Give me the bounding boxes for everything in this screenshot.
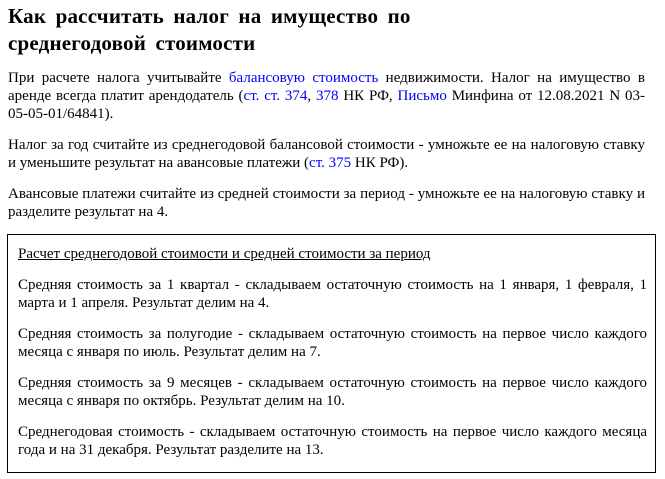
- text-run: Налог за год считайте из среднегодовой балансовой стоимости - умножьте ее на налоговую ставку и уменьшите результат на авансовые платежи (: [8, 137, 645, 171]
- box-paragraph-halfyear: Средняя стоимость за полугодие - складываем остаточную стоимость на первое число каждого месяца с января по июль. Результат делим на 7.: [18, 326, 647, 360]
- inline-link[interactable]: балансовую стоимость: [228, 70, 379, 86]
- box-paragraph-annual: Среднегодовая стоимость - складываем остаточную стоимость на первое число каждого месяца года и на 31 декабря. Результат разделите на 13.: [18, 424, 647, 458]
- text-run: ,: [307, 88, 316, 104]
- text-run: Минфина от 12.08.2021 N 03-05-05-01/64841).: [8, 88, 646, 122]
- inline-link[interactable]: 378: [315, 88, 339, 104]
- inline-link[interactable]: ст. 375: [309, 155, 352, 171]
- inline-link[interactable]: ст. ст. 374: [243, 88, 308, 104]
- text-run: НК РФ,: [338, 88, 398, 104]
- text-run: Авансовые платежи считайте из средней стоимости за период - умножьте ее на налоговую ставку и разделите результат на 4.: [8, 186, 645, 220]
- box-paragraph-quarter: Средняя стоимость за 1 квартал - складываем остаточную стоимость на 1 января, 1 февраля, 1 марта и 1 апреля. Результат делим на 4.: [18, 277, 647, 311]
- intro-paragraph-2: [8, 136, 645, 172]
- calculation-info-box: [7, 234, 656, 473]
- inline-link[interactable]: Письмо: [397, 88, 447, 104]
- text-run: НК РФ).: [351, 155, 409, 171]
- box-heading: Расчет среднегодовой стоимости и средней стоимости за период: [18, 246, 431, 262]
- page-title: Как рассчитать налог на имущество по среднегодовой стоимости: [8, 4, 411, 55]
- intro-paragraph-1: [8, 69, 645, 123]
- box-paragraph-9months: Средняя стоимость за 9 месяцев - складываем остаточную стоимость на первое число каждого месяца с января по октябрь. Результат делим на 10.: [18, 375, 647, 409]
- text-run: недвижимости. Налог на имущество в аренде всегда платит арендодатель (: [8, 70, 645, 104]
- intro-paragraph-3: [8, 185, 645, 221]
- text-run: При расчете налога учитывайте: [8, 70, 229, 86]
